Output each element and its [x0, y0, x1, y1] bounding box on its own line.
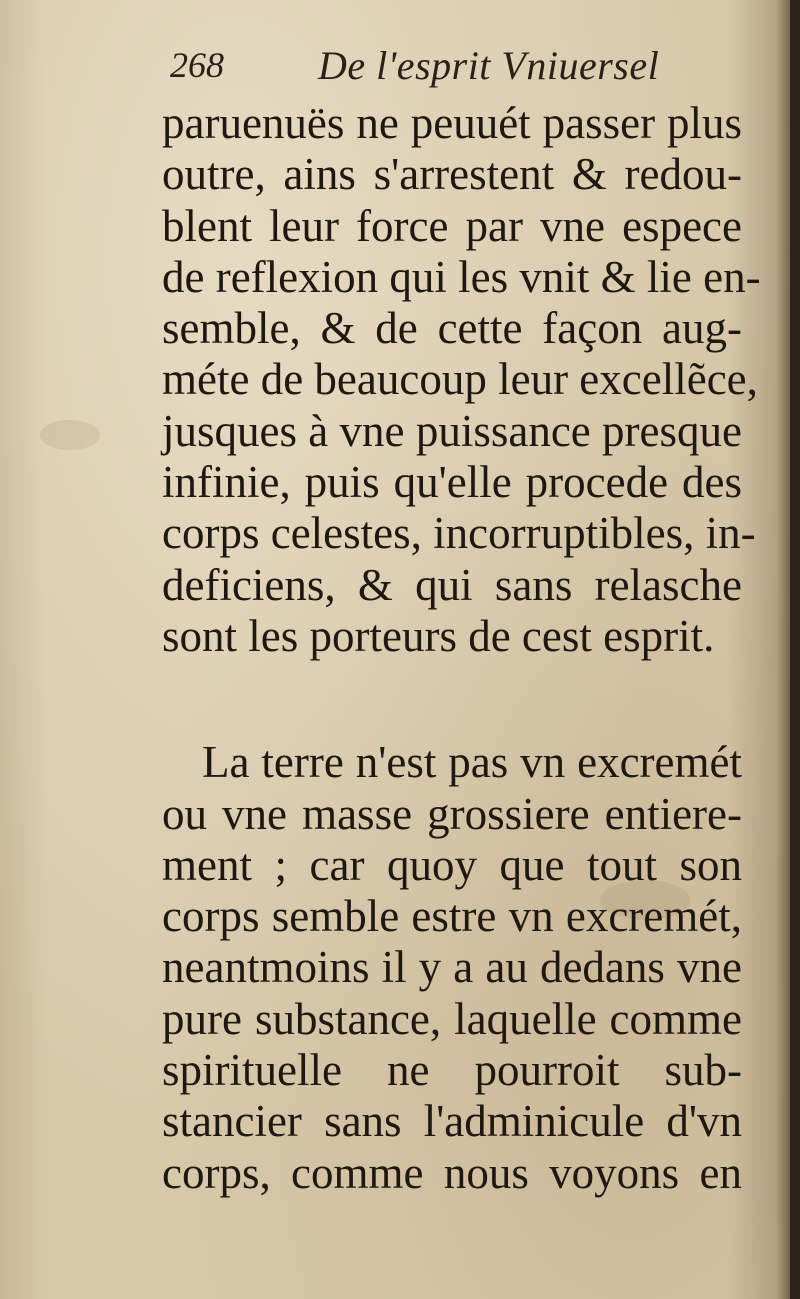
binding-edge [790, 0, 800, 1299]
text-line: de reflexion qui les vnit & lie en- [162, 251, 761, 302]
page-header [170, 40, 690, 96]
text-line: stancier sans l'adminicule d'vn [162, 1096, 742, 1147]
text-line: infinie, puis qu'elle procede des [162, 457, 742, 508]
text-line: deficiens, & qui sans relasche [162, 559, 742, 610]
text-line: semble, & de cette façon aug- [162, 303, 742, 354]
text-line: méte de beaucoup leur excellẽce, [162, 354, 758, 405]
text-line: sont les porteurs de cest esprit. [162, 610, 715, 661]
text-line: jusques à vne puissance presque [162, 405, 742, 456]
text-line: neantmoins il y a au dedans vne [162, 942, 742, 993]
text-line: corps semble estre vn excremét, [162, 891, 742, 942]
text-line: pure substance, laquelle comme [162, 993, 742, 1044]
text-line: corps, comme nous voyons en [162, 1147, 742, 1198]
text-line: blent leur force par vne espece [162, 200, 742, 251]
paragraph-gap [162, 662, 742, 737]
text-line: outre, ains s'arrestent & redou- [162, 149, 742, 200]
text-line: paruenuës ne peuuét passer plus [162, 98, 742, 148]
text-line: corps celestes, incorruptibles, in- [162, 508, 756, 559]
text-line: spirituelle ne pourroit sub- [162, 1045, 742, 1096]
text-line: ou vne masse grossiere entiere- [162, 788, 742, 839]
running-title: De l'esprit Vniuersel [318, 43, 660, 88]
text-line: ment ; car quoy que tout son [162, 839, 742, 890]
text-line: La terre n'est pas vn excremét [202, 737, 742, 788]
body-text [162, 98, 761, 1199]
page-number: 268 [170, 45, 224, 85]
page-edge-shadow [776, 0, 790, 1299]
paper-stain [40, 420, 100, 450]
